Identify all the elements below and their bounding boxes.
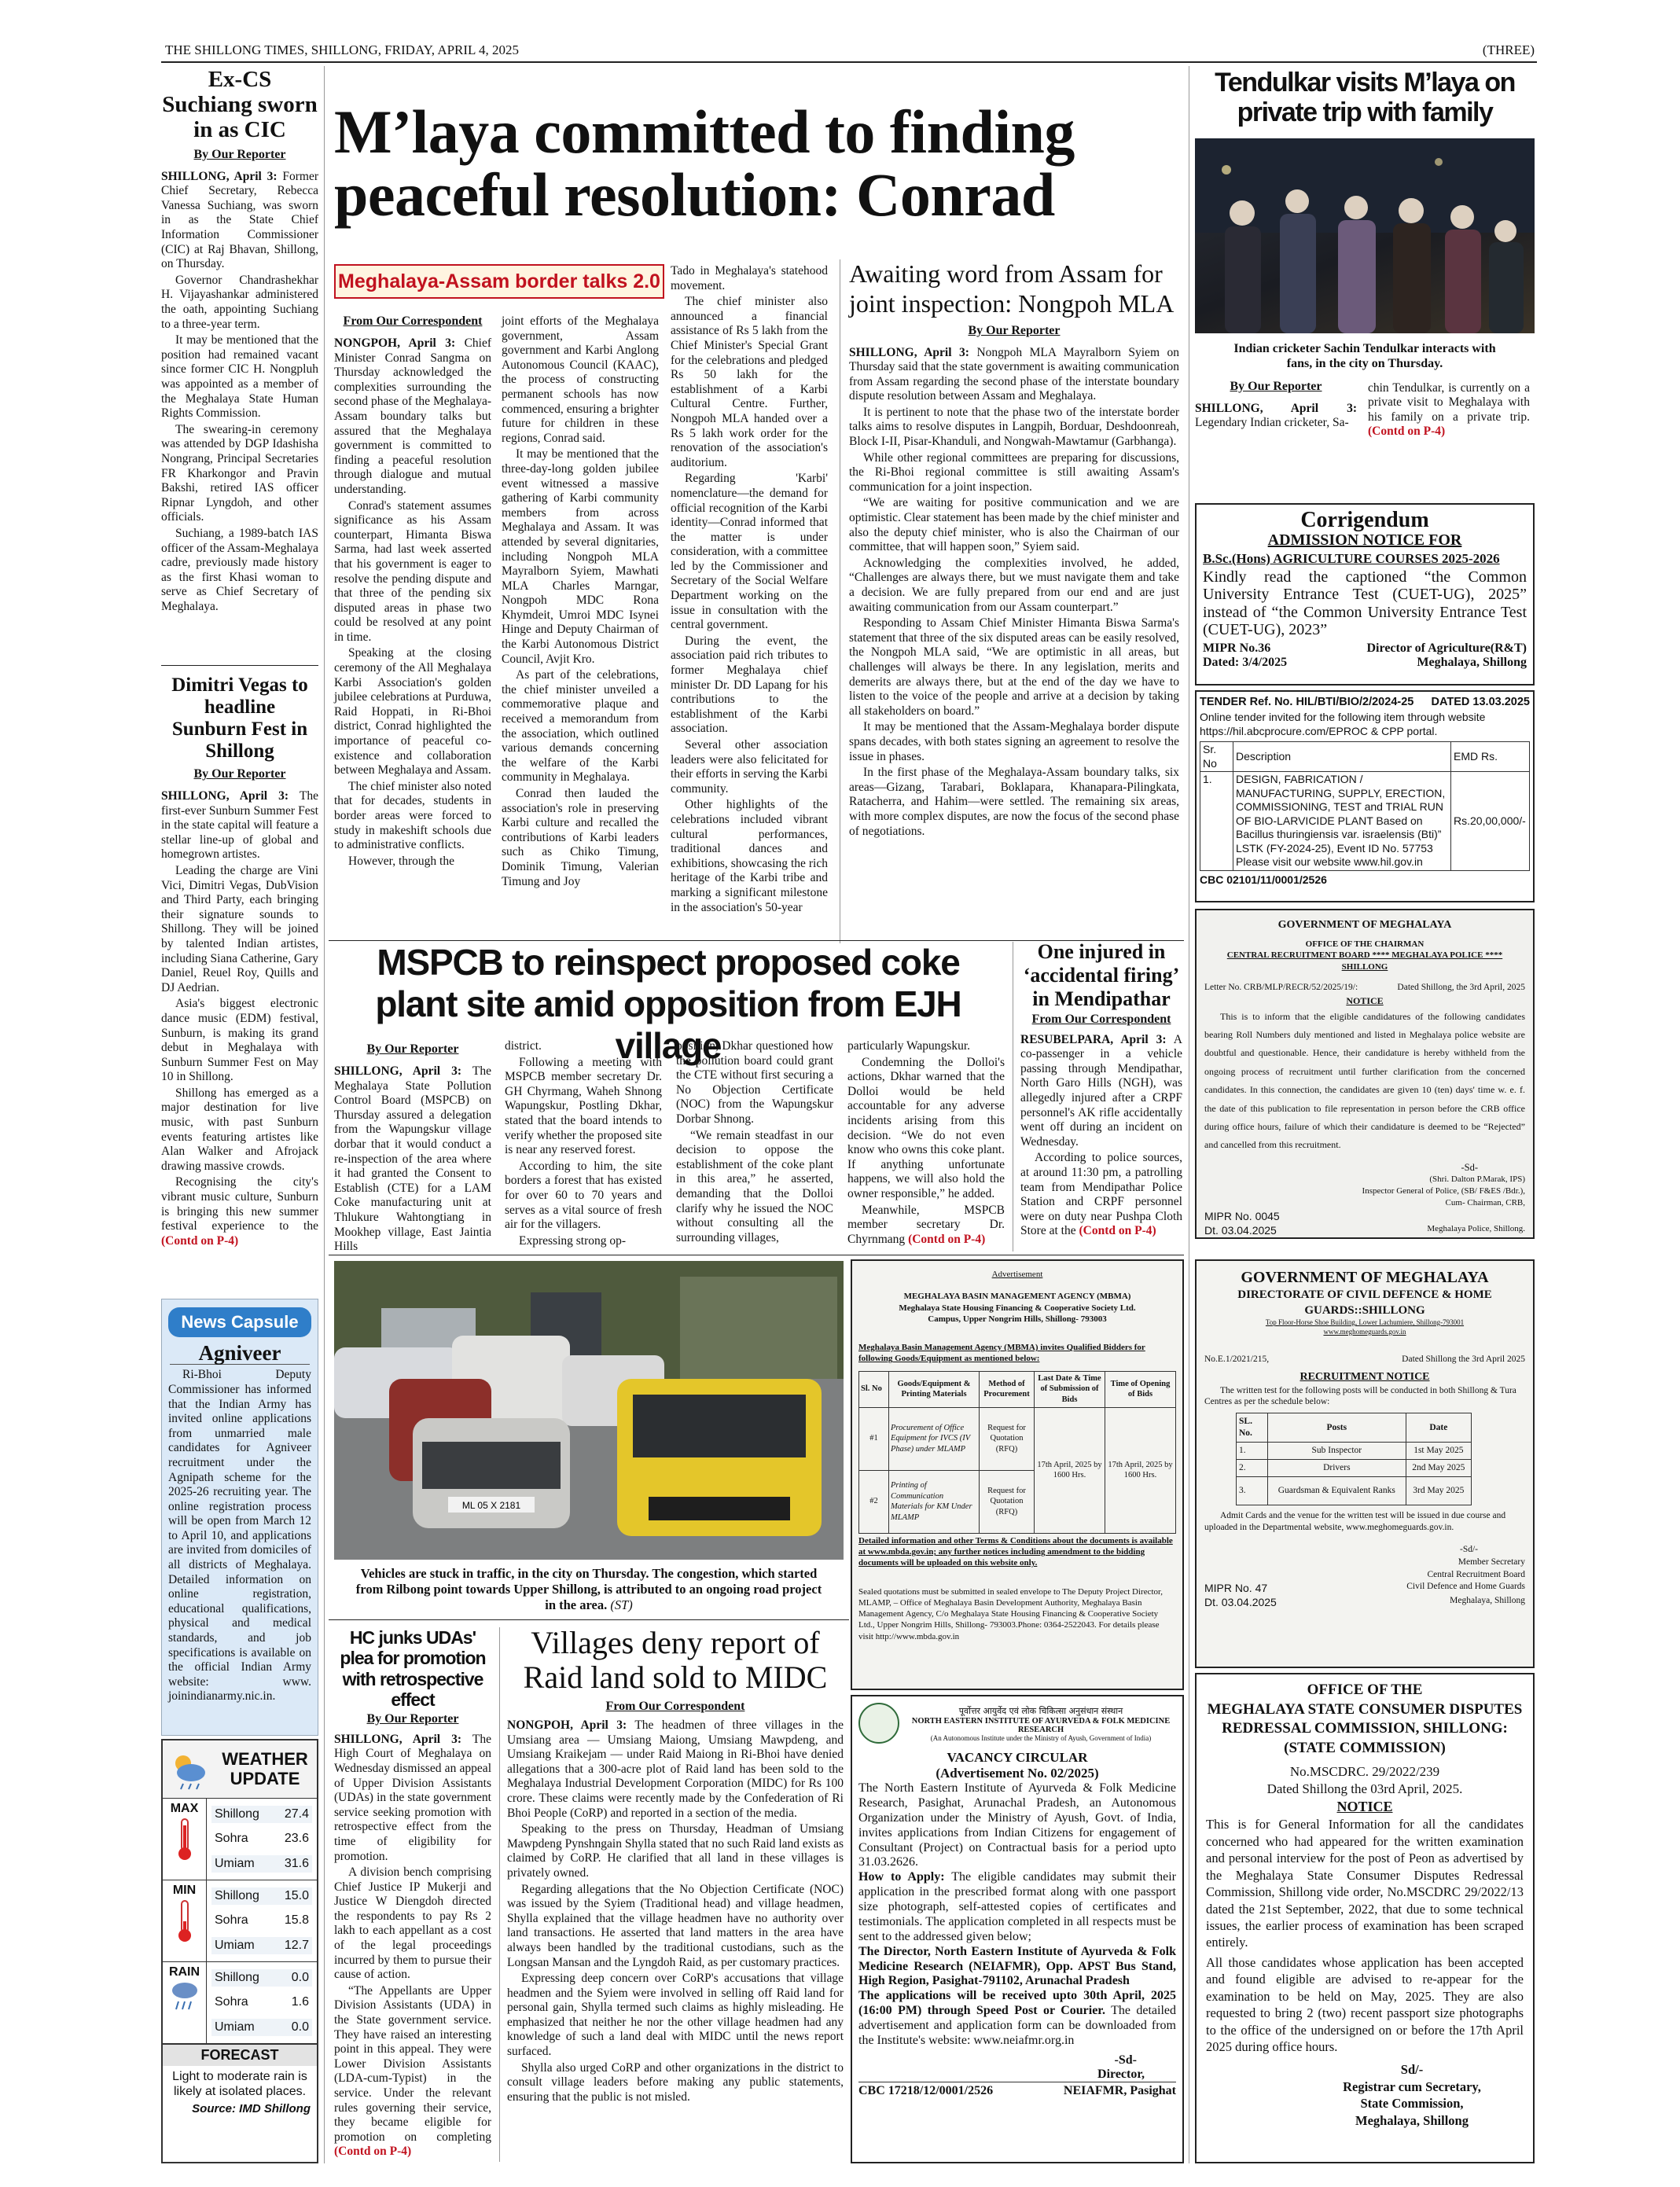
weather-title: WEATHER bbox=[222, 1749, 308, 1770]
corrigendum-text: Kindly read the captioned “the Common University Entrance Test (CUET-UG), 2025” instead of “the Common University Entrance Test (CUET-UG), 2023” bbox=[1203, 568, 1527, 639]
weather-row bbox=[211, 1994, 312, 2011]
headline: Dimitri Vegas to headline Sunburn Fest in Shillong bbox=[171, 674, 308, 762]
mspcb-col-1: By Our Reporter SHILLONG, April 3: The Meghalaya State Pollution Control Board (MSPCB) on Thursday assured a delegation from the Wapungskur village dorbar that it would conduct a re-inspection of the area where it had granted the Consent to Establish (CTE) for a LAM Coke manufacturing unit at Thlukure Wahtongtiang in Mookhep village, East Jaintia Hills bbox=[334, 1042, 491, 1254]
headline: Awaiting word from Assam for joint inspection: Nongpoh MLA bbox=[849, 259, 1175, 318]
headline: Ex-CS Suchiang sworn in as CIC bbox=[162, 67, 318, 142]
mspcb-headline: MSPCB to reinspect proposed coke plant site amid opposition from EJH village bbox=[375, 942, 961, 1066]
capsule-text: Ri-Bhoi Deputy Commissioner has informed that the Indian Army has invited online applications from unmarried male candidates for Agniveer recruitment under the Agnipath scheme for the 2025-26 recruiting year. The online registration process will be open from March 12 to April 10, and applications are invited from domiciles of all districts of Meghalaya. Detailed information on online registration, educational qualifications, physical and medical standards, and job specifications is available on the official Indian Army website: www. joinindianarmy.nic.in. bbox=[168, 1368, 311, 1704]
weather-icon bbox=[167, 1749, 208, 1790]
weather-row bbox=[211, 1855, 312, 1873]
byline: From Our Correspondent bbox=[605, 1700, 745, 1713]
weather-value: 0.0 bbox=[291, 2020, 309, 2034]
defence-ad: GOVERNMENT OF MEGHALAYA DIRECTORATE OF CIVIL DEFENCE & HOME GUARDS::SHILLONG Top Floor-Horse Shoe Building, Lower Lachumiere, Shillong-793001 www.meghomeguards.gov.in No.E.1/2021/215, Dated Shillong the 3rd April 2025 RECRUITMENT NOTICE The written test for the following posts will be conducted in both Shillong & Tura Centres as per the schedule below: SL. No. Posts Date 1. Sub Inspector 1st May 2025 2. Drivers 2nd May 2025 3. Guardsman & Equivalent Ranks 3rd May 2025 Admit Cards and the venue for the written test will be issued in due course and uploaded in the Departmental website, www.meghomeguards.gov.in. -Sd/- Member Secretary Central Recruitment Board MIPR No. 47 Civil Defence and Home Guards Dt. 03.04.2025 Meghalaya, Shillong bbox=[1195, 1259, 1535, 1668]
continued-link[interactable]: (Contd on P-4) bbox=[161, 1233, 239, 1248]
byline: From Our Correspondent bbox=[343, 314, 483, 328]
weather-location: Umiam bbox=[215, 1939, 255, 1953]
weather-group-max bbox=[163, 1799, 317, 1880]
story-raid: Villages deny report of Raid land sold to MIDC From Our Correspondent NONGPOH, April 3: The headmen of three villages in the Umsiang area — Umsiang Maiong, Umsiang Mawpdeng, and Umsiang Kraikejam — under Raid Maiong in Ri-Bhoi have denied allegations that a 300-acre plot of Raid land has been sold to the Meghalaya Industrial Development Corporation (MIDC) for Rs 100 crore. These claims were recently made by the Confederation of Ri Bhoi People (CoRP) and reported in a section of the media. Speaking to the press on Thursday, Headman of Umsiang Mawpdeng Pynshngain Shylla stated that no such Raid land exists as claimed by CoRP. He clarified that all land in these villages is privately owned. Regarding allegations that the No Objection Certificate (NOC) was issued by the Syiem (Traditional head) and village headmen, Shylla explained that the village headmen have no authority over land transactions. He asserted that land matters in the area have always been handled by the traditional custodians, such as the Longsan Mansan and the Lyngdoh Raid, as per customary practices. Expressing deep concern over CoRP's accusations that village headmen and the Syiem were involved in selling off Raid land for personal gain, Shylla termed such claims as highly misleading. He emphasized that neither he nor the other village headmen had any knowledge of such a land deal with MIDC until the news report surfaced. Shylla also urged CoRP and other organizations in the district to consult village leaders before making any public statements, ensuring that the public is not misled. bbox=[507, 1625, 844, 2104]
headline: Villages deny report of Raid land sold to MIDC bbox=[523, 1625, 828, 1695]
mspcb-col-4: particularly Wapungskur. Condemning the Dolloi's actions, Dkhar warned that the Dolloi would be held accountable for any adverse incidents arising from this decision. “We do not even know who owns this coke plant. If anything unfortunate happens, we will also hold the owner responsible,” he added. Meanwhile, MSPCB member secretary Dr. Chyrnmang (Contd on P-4) bbox=[847, 1039, 1005, 1246]
weather-group-label: RAIN bbox=[168, 1965, 200, 1979]
weather-value: 0.0 bbox=[291, 1970, 309, 1984]
byline: By Our Reporter bbox=[193, 767, 286, 781]
corrigendum-course: B.Sc.(Hons) AGRICULTURE COURSES 2025-2026 bbox=[1203, 551, 1500, 566]
page-number: (THREE) bbox=[1482, 42, 1535, 57]
tendulkar-photo bbox=[1195, 138, 1535, 333]
headline: Tendulkar visits M’laya on private trip with family bbox=[1215, 68, 1515, 128]
weather-row bbox=[211, 1806, 312, 1823]
forecast-text: Light to moderate rain is likely at isolated places. bbox=[172, 2070, 307, 2099]
masthead-date: THE SHILLONG TIMES, SHILLONG, FRIDAY, APRIL 4, 2025 bbox=[165, 42, 520, 57]
masthead bbox=[165, 42, 1535, 61]
institute-logo bbox=[858, 1703, 899, 1744]
story-tendulkar: Tendulkar visits M’laya on private trip with family Indian cricketer Sachin Tendulkar interacts with fans, in the city on Thursday. By Our Reporter SHILLONG, April 3: Legendary Indian cricketer, Sa- chin Tendulkar, is currently on a private visit to Meghalaya with his family on a private trip. (Contd on P-4) bbox=[1195, 68, 1535, 441]
thermometer-cold-icon bbox=[175, 1898, 195, 1949]
headline: One injured in ‘accidental firing’ in Mendipathar bbox=[1023, 940, 1180, 1010]
weather-box bbox=[161, 1739, 318, 2163]
mbma-table: Sl. No Goods/Equipment & Printing Materials Method of Procurement Last Date & Time of Submission of Bids Time of Opening of Bids #1 Procurement of Office Equipment for IVCS (IV Phase) under MLAMP Request for Quotation (RFQ) 17th April, 2025 by 1600 Hrs. 17th April, 2025 by 1600 Hrs. #2 Printing of Communication Materials for KM Under MLAMP Request for Quotation (RFQ) bbox=[858, 1371, 1176, 1534]
weather-value: 15.8 bbox=[284, 1913, 309, 1928]
weather-group-label: MAX bbox=[170, 1802, 199, 1815]
corrigendum-ad: Corrigendum ADMISSION NOTICE FOR B.Sc.(Hons) AGRICULTURE COURSES 2025-2026 Kindly read the captioned “the Common University Entrance Test (CUET-UG), 2025” instead of “the Common University Entrance Test (CUET-UG), 2023” MIPR No.36 Director of Agriculture(R&T) Dated: 3/4/2025 Meghalaya, Shillong bbox=[1195, 503, 1535, 686]
neiafmr-ad: पूर्वोत्तर आयुर्वेद एवं लोक चिकित्सा अनुसंधान संस्थान NORTH EASTERN INSTITUTE OF AYURVEDA & FOLK MEDICINE RESEARCH (An Autonomous Institute under the Ministry of Ayush, Government of India) VACANCY CIRCULAR (Advertisement No. 02/2025) The North Eastern Institute of Ayurveda & Folk Medicine Research, Pasighat, Arunachal Pradesh, an Autonomous Organization under the Ministry of Ayush, Govt. of India, invites applications from Indian Citizens for engagement of Consultant (Project) on Contractual basis for a period upto 31.03.2626. How to Apply: The eligible candidates may submit their application in the prescribed format along with one passport size photograph, self-attested copies of certificates and testimonials. The application completed in all respects must be sent to the addressed given below; The Director, North Eastern Institute of Ayurveda & Folk Medicine Research (NEIAFMR), Opp. APST Bus Stand, High Region, Pasighat-791102, Arunachal Pradesh The applications will be received upto 30th April, 2025 (16:00 PM) through Speed Post or Courier. The detailed advertisement and application form can be downloaded from the Institute's website: www.neiafmr.org.in -Sd- Director, CBC 17218/12/0001/2526 NEIAFMR, Pasighat bbox=[851, 1695, 1184, 2163]
byline: By Our Reporter bbox=[968, 323, 1061, 337]
weather-location: Shillong bbox=[215, 1807, 259, 1821]
defence-table: SL. No. Posts Date 1. Sub Inspector 1st May 2025 2. Drivers 2nd May 2025 3. Guardsman & Equivalent Ranks 3rd May 2025 bbox=[1236, 1413, 1472, 1505]
tender-table: Sr. No Description EMD Rs. 1. DESIGN, FABRICATION / MANUFACTURING, SUPPLY, ERECTION, COMMISSIONING, TEST and TRIAL RUN OF BIO-LARVICIDE PLANT Based on Bacillus thuringiensis var. israelensis (Bti)” LSTK (FY-2024-25), Event ID No. 57753 Please visit our website www.hil.gov.in Rs.20,00,000/- bbox=[1200, 741, 1530, 871]
weather-row bbox=[211, 1969, 312, 1987]
weather-location: Sohra bbox=[215, 1832, 248, 1846]
forecast-title: FORECAST bbox=[163, 2045, 317, 2066]
weather-group-label: MIN bbox=[172, 1884, 197, 1897]
weather-location: Sohra bbox=[215, 1995, 248, 2009]
forecast-source: Source: IMD Shillong bbox=[192, 2102, 311, 2116]
weather-row bbox=[211, 1887, 312, 1905]
story-hc: HC junks UDAs' plea for promotion with retrospective effect By Our Reporter SHILLONG, April 3: The High Court of Meghalaya on Wednesday dismissed an appeal of Upper Division Assistants (UDAs) in the state government service seeking promotion with retrospective effect from the time of eligibility for promotion. A division bench comprising Chief Justice IP Mukerji and Justice W Diengdoh directed the respondents to pay Rs 2 lakh to each appellant as a cost of the legal proceedings incurred by them to pursue their cause of action. “The Appellants are Upper Division Assistants (UDA) in the State government service. They have raised an interesting point in this appeal. They were Lower Division Assistants (LDA-cum-Typist) in the service. Under the relevant rules governing their service, they became eligible for promotion on completing (Contd on P-4) bbox=[334, 1627, 491, 2159]
news-capsule bbox=[161, 1299, 318, 1736]
photo-caption: Indian cricketer Sachin Tendulkar interacts with fans, in the city on Thursday. bbox=[1233, 342, 1496, 371]
corrigendum-subtitle: ADMISSION NOTICE FOR bbox=[1267, 531, 1462, 549]
weather-row bbox=[211, 1912, 312, 1929]
story-suchiang bbox=[161, 68, 318, 616]
police-notice-ad: GOVERNMENT OF MEGHALAYA OFFICE OF THE CHAIRMAN CENTRAL RECRUITMENT BOARD **** MEGHALAYA POLICE **** SHILLONG Letter No. CRB/MLP/RECR/52/2025/19/: Dated Shillong, the 3rd April, 2025 NOTICE This is to inform that the eligible candidatures of the following candidates bearing Roll Numbers duly mentioned and listed in Meghalaya police website are doubtful and questionable. Hence, their candidature is hereby withheld from the ongoing process of recruitment until further clarification from the concerned candidates. In this connection, the candidates are given 10 (ten) days' time w. e. f. the date of this publication to file representation in person before the CRB office during office hours, failure of which their candidature is deemed to be “Rejected” and cancelled from this recruitment. -Sd- (Shri. Dalton P.Marak, IPS) Inspector General of Police, (SB/ F&ES /Bdr.), Cum- Chairman, CRB, MIPR No. 0045 Dt. 03.04.2025 Meghalaya Police, Shillong. bbox=[1195, 909, 1535, 1239]
byline: By Our Reporter bbox=[366, 1711, 459, 1726]
story-sunburn bbox=[161, 674, 318, 1250]
lead-col-2: joint efforts of the Meghalaya government, Assam government and Karbi Anglong Autonomous Council (KAAC), the process of constructing permanent schools has now commenced, ensuring a brighter future for children in these regions, Conrad said. It may be mentioned that the three-day-long golden jubilee event witnessed a massive gathering of Karbi community members from across Meghalaya and Assam. It was attended by several dignitaries, including Nongpoh MLA Mayralborn Syiem, Mawhati MLA Charles Marngar, Nongpoh MDC Rona Khymdeit, Umroi MDC Isynei Hinge and Deputy Chairman of the Karbi Autonomous District Council, Avjit Kro. As part of the celebrations, the chief minister unveiled a commemorative plaque and received a memorandum from the association, which outlined various demands concerning the welfare of the Karbi community in Meghalaya. Conrad then lauded the association's role in preserving Karbi culture and recalled the contributions of Karbi leaders such as Chiko Timung, Dominik Timung, Valerian Timung and Joy bbox=[502, 314, 659, 888]
byline: From Our Correspondent bbox=[1031, 1012, 1171, 1026]
byline: By Our Reporter bbox=[1230, 379, 1322, 393]
continued-link[interactable]: (Contd on P-4) bbox=[908, 1232, 986, 1246]
continued-link[interactable]: (Contd on P-4) bbox=[1079, 1224, 1156, 1238]
weather-value: 31.6 bbox=[284, 1857, 309, 1871]
continued-link[interactable]: (Contd on P-4) bbox=[334, 2145, 412, 2159]
thermometer-hot-icon bbox=[175, 1816, 195, 1867]
weather-group-rain bbox=[163, 1962, 317, 2044]
weather-value: 12.7 bbox=[284, 1939, 309, 1953]
traffic-caption: Vehicles are stuck in traffic, in the city on Thursday. The congestion, which started from Rilbong point towards Upper Shillong, is attributed to an ongoing road project in the area. (ST) bbox=[355, 1566, 822, 1612]
lead-headline: M’laya committed to finding peaceful resolution: Conrad bbox=[334, 97, 1075, 230]
lead-col-1: From Our Correspondent NONGPOH, April 3: Chief Minister Conrad Sangma on Thursday acknowledged the complexities surrounding the second phase of the Meghalaya-Assam boundary talks but assured that the Meghalaya government is committed to finding a peaceful resolution through dialogue and mutual understanding. Conrad's statement assumes significance as his Assam counterpart, Himanta Biswa Sarma, had last week asserted that his government is eager to resolve the pending dispute and that three of the pending six disputed areas in phase two could be resolved at any point in time. Speaking at the closing ceremony of the All Meghalaya Karbi Association's golden jubilee celebrations at Purduwa, Raid Hoppati, in Ri-Bhoi district, Conrad highlighted the importance of peaceful co-existence and collaboration between Meghalaya and Assam. The chief minister also noted that for decades, students in border areas were forced to study in makeshift schools due to administrative conflicts. However, through the bbox=[334, 314, 492, 868]
tender-ad: TENDER Ref. No. HIL/BTI/BIO/2/2024-25 DATED 13.03.2025 Online tender invited for the following item through website https://hil.abcprocure.com/EPROC & CPP portal. Sr. No Description EMD Rs. 1. DESIGN, FABRICATION / MANUFACTURING, SUPPLY, ERECTION, COMMISSIONING, TEST and TRIAL RUN OF BIO-LARVICIDE PLANT Based on Bacillus thuringiensis var. israelensis (Bti)” LSTK (FY-2024-25), Event ID No. 57753 Please visit our website www.hil.gov.in Rs.20,00,000/- CBC 02101/11/0001/2526 bbox=[1195, 690, 1535, 902]
weather-row bbox=[211, 2019, 312, 2036]
weather-location: Sohra bbox=[215, 1913, 248, 1928]
weather-value: 15.0 bbox=[284, 1888, 309, 1902]
mspcb-col-3: position, Dkhar questioned how the pollution board could grant the CTE without first securing a No Objection Certificate (NOC) from the Wapungskur Dorbar Shnong. “We remain steadfast in our decision to oppose the establishment of the coke plant in this area,” he asserted, demanding that the Dolloi clarify why he issued the NOC without consulting all the surrounding villages, bbox=[676, 1039, 833, 1244]
mbma-ad: Advertisement MEGHALAYA BASIN MANAGEMENT AGENCY (MBMA) Meghalaya State Housing Financing & Cooperative Society Ltd. Campus, Upper Nongrim Hills, Shillong- 793003 Meghalaya Basin Management Agency (MBMA) invites Qualified Bidders for following Goods/Equipment as mentioned below: Sl. No Goods/Equipment & Printing Materials Method of Procurement Last Date & Time of Submission of Bids Time of Opening of Bids #1 Procurement of Office Equipment for IVCS (IV Phase) under MLAMP Request for Quotation (RFQ) 17th April, 2025 by 1600 Hrs. 17th April, 2025 by 1600 Hrs. #2 Printing of Communication Materials for KM Under MLAMP Request for Quotation (RFQ) Detailed information and other Terms & Conditions about the documents is available at www.mbda.gov.in; any further notices including amendment to the bidding documents will be uploaded on this website only. Sealed quotations must be submitted in sealed envelope to The Deputy Project Director, MLAMP, – Office of Meghalaya Basin Development Authority, Meghalaya Basin Management Agency, C/o Meghalaya State Housing Financing & Cooperative Society Ltd., Upper Nongrim Hills, Shillong- 793003.Phone: 0364-2522043. For details please visit http://www.mbda.gov.in bbox=[851, 1259, 1184, 1690]
weather-row bbox=[211, 1937, 312, 1954]
article-body: SHILLONG, April 3: Former Chief Secretary, Rebecca Vanessa Suchiang, was sworn in as the State Chief Information Commissioner (CIC) at Raj Bhavan, Shillong, on Thursday. Governor Chandrashekhar H. Vijayashankar administered the oath, appointing Suchiang to a three-year term. It may be mentioned that the position had remained vacant since former CIC H. Nongpluh was appointed as a member of the Meghalaya State Human Rights Commission. The swearing-in ceremony was attended by DGP Idashisha Nongrang, Principal Secretaries FR Kharkongor and Pravin Bakshi, retired IAS officer Ripnar Lyngdoh, and other officials. Suchiang, a 1989-batch IAS officer of the Assam-Meghalaya cadre, previously made history as the first Khasi woman to serve as Chief Secretary of Meghalaya. bbox=[161, 169, 318, 613]
mipr-number: MIPR No.36 bbox=[1203, 641, 1271, 655]
capsule-headline: Agniveer bbox=[170, 1342, 310, 1365]
mspcb-col-2: district. Following a meeting with MSPCB member secretary Dr. GH Chyrmang, Waheh Shnong Wapungskur, Postling Dkhar, stated that the board intends to verify whether the proposed site is near any reserved forest. According to him, the site borders a forest that has existed for over 60 to 70 years and serves as a vital source of fresh air for the villagers. Expressing strong op- bbox=[505, 1039, 662, 1248]
rain-cloud-icon bbox=[169, 1979, 200, 2018]
weather-subtitle: UPDATE bbox=[230, 1768, 300, 1788]
number-plate: ML 05 X 2181 bbox=[461, 1500, 521, 1511]
weather-row bbox=[211, 1830, 312, 1847]
weather-group-min bbox=[163, 1880, 317, 1962]
weather-location: Shillong bbox=[215, 1970, 259, 1984]
article-body: SHILLONG, April 3: The first-ever Sunburn Summer Fest in the state capital will feature a stellar line-up of global and homegrown artistes. Leading the charge are Vini Vici, Dimitri Vegas, DubVision and Third Party, each bringing their signature sounds to Shillong. They will be joined by talented Indian artistes, including Siana Catherine, Gary Daniel, Reuel Roy, Quills and DJ Aedrian. Asia's biggest electronic dance music (EDM) festival, Sunburn, is making its grand debut in Meghalaya with Sunburn Summer Fest on May 10 in Shillong. Shillong has emerged as a major destination for live music, with past Sunburn events featuring artistes like Alan Walker and Afrojack drawing massive crowds. Recognising the city's vibrant music culture, Sunburn is bringing this new summer festival experience to the (Contd on P-4) bbox=[161, 789, 318, 1248]
weather-location: Shillong bbox=[215, 1888, 259, 1902]
continued-link[interactable]: (Contd on P-4) bbox=[1368, 425, 1446, 439]
headline: HC junks UDAs' plea for promotion with retrospective effect bbox=[340, 1627, 486, 1711]
weather-value: 23.6 bbox=[284, 1832, 309, 1846]
capsule-badge: News Capsule bbox=[168, 1307, 311, 1337]
weather-value: 1.6 bbox=[291, 1995, 309, 2009]
story-firing: One injured in ‘accidental firing’ in Mendipathar From Our Correspondent RESUBELPARA, April 3: A co-passenger in a vehicle passing through Mendipathar, North Garo Hills (NGH), was allegedly injured after a CRPF personnel's AK rifle accidentally went off during an incident on Wednesday. According to police sources, at around 11:30 pm, a patrolling team from Mendipathar Police Station and CRPF personnel were on duty near Pushpa Cloth Store at the (Contd on P-4) bbox=[1020, 940, 1182, 1238]
weather-location: Umiam bbox=[215, 2020, 255, 2034]
weather-location: Umiam bbox=[215, 1857, 255, 1871]
lead-col-3: Tado in Meghalaya's statehood movement. The chief minister also announced a financial assistance of Rs 5 lakh from the Chief Minister's Special Grant for the celebrations and pledged Rs 50 lakh for the establishment of a Karbi Cultural Centre. Further, Nongpoh MLA handed over a Rs 5 lakh work order for the renovation of the association's auditorium. Regarding 'Karbi' nomenclature—the demand for official recognition of the Karbi identity—Conrad informed that the matter is under consideration, with a committee led by the Commissioner and Secretary of the Social Welfare Department working on the issue in consultation with the central government. During the event, the association paid rich tributes to former Meghalaya chief minister Dr. DD Lapang for his contributions to the establishment of the Karbi association. Several other association leaders were also felicitated for their efforts in serving the Karbi community. Other highlights of the celebrations included vibrant cultural performances, traditional dances and exhibitions, showcasing the rich heritage of the Karbi tribe and marking a significant milestone in the association's 50-year bbox=[671, 264, 828, 914]
corrigendum-title: Corrigendum bbox=[1300, 508, 1429, 532]
lead-kicker: Meghalaya-Assam border talks 2.0 bbox=[334, 264, 664, 299]
consumer-ad: OFFICE OF THE MEGHALAYA STATE CONSUMER DISPUTES REDRESSAL COMMISSION, SHILLONG: (STATE COMMISSION) No.MSCDRC. 29/2022/239 Dated Shillong the 03rd April, 2025. NOTICE This is for General Information for all the candidates concerned who had appeared for the written examination and personal interview for the post of Peon as advertised by the Meghalaya State Consumer Disputes Redressal Commission, Shillong vide order, No.MSCDRC 29/2022/13 dated the 21st September, 2022, that due to some technical issues, the earlier process of examination has been scraped entirely. All those candidates whose application has been accepted and found eligible are advised to re-appear for the examination to be held on May, 2025. They are also requested to bring 2 (two) recent passport size photographs to the office of the undersigned on or before the 17th April 2025 during office hours. Sd/- Registrar cum Secretary, State Commission, Meghalaya, Shillong bbox=[1195, 1673, 1535, 2163]
story-awaiting: Awaiting word from Assam for joint inspection: Nongpoh MLA By Our Reporter SHILLONG, April 3: Nongpoh MLA Mayralborn Syiem on Thursday said that the state government is awaiting communication from Assam regarding the second phase of the interstate boundary dispute resolution between Assam and Meghalaya. It is pertinent to note that the phase two of the interstate border talks aims to resolve disputes in Langpih, Borduar, Deshdoonreah, Block I-II, Pisar-Khanduli, and Nongwah-Mawtamur (Garbhanga). While other regional committees are preparing for discussions, the Ri-Bhoi regional committee is still awaiting Assam's communication for a joint inspection. “We are waiting for positive communication and we are optimistic. Clear statement has been made by the chief minister and also the deputy chief minister, who is also the Chairman of our committee, that will happen soon,” Syiem said. Acknowledging the complexities involved, he added, “Challenges are always there, but we must navigate them and take a decision. We are fully prepared from our end and are just awaiting communication from our Assam counterpart.” Responding to Assam Chief Minister Himanta Biswa Sarma's statement that three of the six disputed areas can be easily resolved, the Nongpoh MLA said, “We are optimistic in all areas, but challenges will always be there. In any legislation, merits and demerits are always there, but at the end of the day we have to listen to the voice of the people and arrive at a decision by taking all stakeholders on board.” It may be mentioned that the Assam-Meghalaya border dispute spans decades, with both states signing an agreement to resolve the issue in phases. In the first phase of the Meghalaya-Assam boundary talks, six areas—Gizang, Tarabari, Boklapara, Khanapara-Pilingkata, Ratacherra, and Hahim—were settled. The remaining six areas, with more complex disputes, are now the focus of the second phase of negotiations. bbox=[849, 259, 1179, 838]
weather-value: 27.4 bbox=[284, 1807, 309, 1821]
byline: By Our Reporter bbox=[193, 147, 286, 161]
traffic-photo bbox=[334, 1261, 844, 1560]
